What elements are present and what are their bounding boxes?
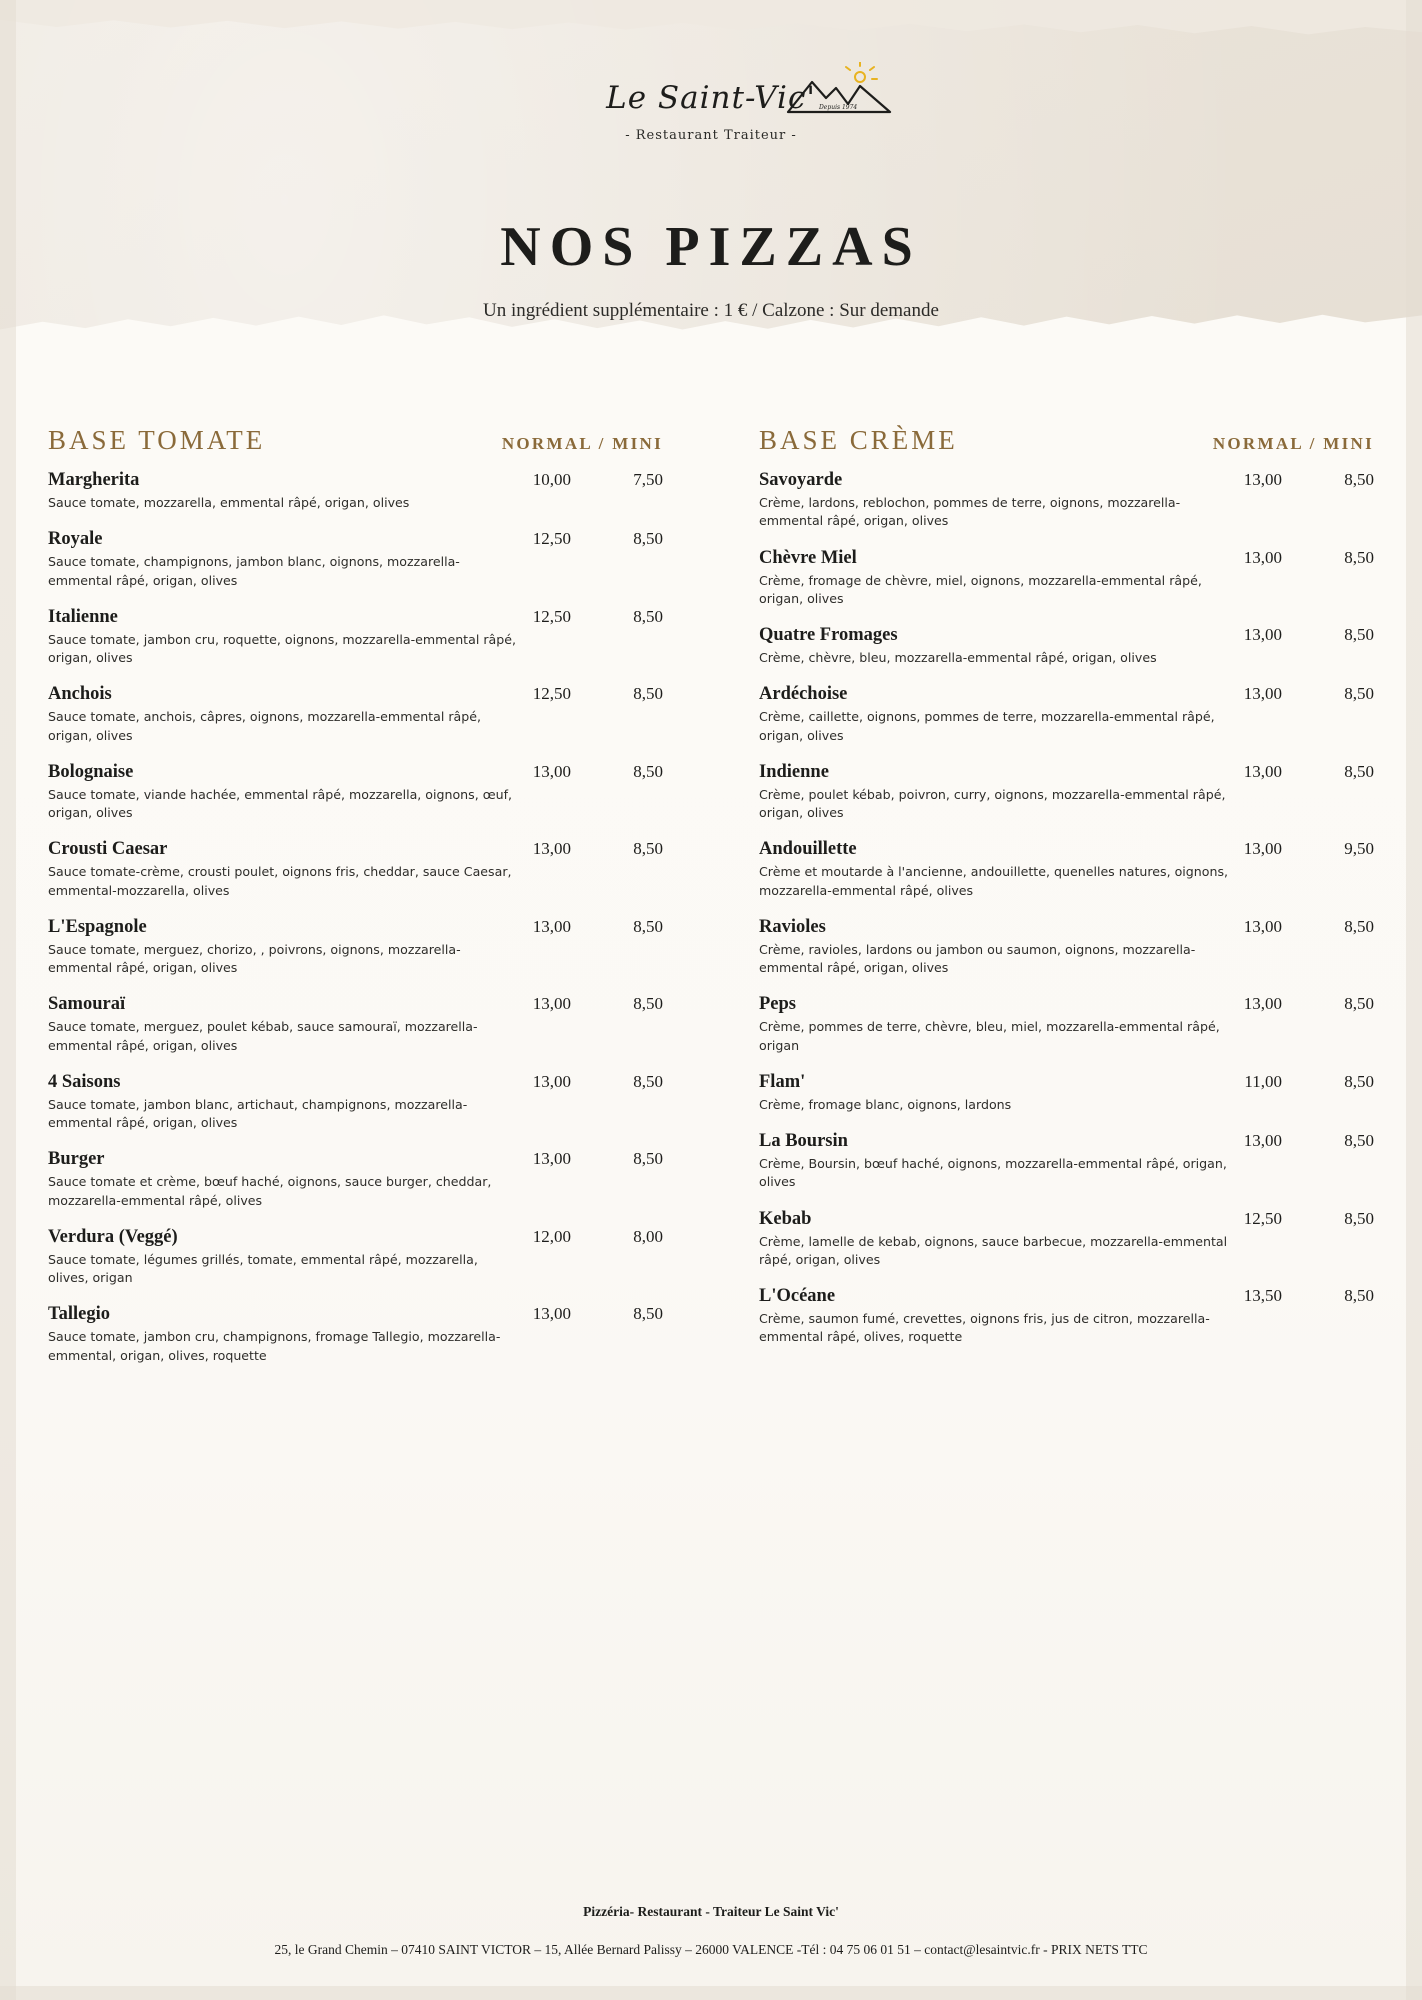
logo-wordmark: Le Saint-Vic' bbox=[606, 80, 816, 116]
item-description: Crème et moutarde à l'ancienne, andouillette, quenelles natures, oignons, mozzarella-emmental râpé, olives bbox=[759, 864, 1229, 898]
item-price-normal: 12,50 bbox=[532, 684, 571, 704]
item-description: Sauce tomate, jambon cru, champignons, fromage Tallegio, mozzarella-emmental, origan, olives, roquette bbox=[48, 1329, 501, 1363]
menu-item bbox=[48, 1227, 663, 1288]
item-description: Crème, lamelle de kebab, oignons, sauce barbecue, mozzarella-emmental râpé, origan, olives bbox=[759, 1233, 1228, 1267]
item-description: Sauce tomate, viande hachée, emmental râpé, mozzarella, oignons, œuf, origan, olives bbox=[48, 786, 513, 820]
menu-item bbox=[48, 470, 663, 512]
item-description: Sauce tomate, jambon blanc, artichaut, champignons, mozzarella-emmental râpé, origan, olives bbox=[48, 1096, 468, 1130]
item-price-mini: 8,50 bbox=[1344, 994, 1374, 1014]
item-price-normal: 13,00 bbox=[1243, 761, 1282, 781]
item-price-mini: 7,50 bbox=[633, 470, 663, 489]
item-price-mini: 8,50 bbox=[1344, 625, 1374, 644]
price-column-header: NORMAL / MINI bbox=[1212, 434, 1374, 453]
item-name: Peps bbox=[759, 994, 796, 1015]
item-description: Crème, Boursin, bœuf haché, oignons, mozzarella-emmental râpé, origan, olives bbox=[759, 1156, 1227, 1190]
item-description: Sauce tomate-crème, crousti poulet, oignons fris, cheddar, sauce Caesar, emmental-mozzarella, olives bbox=[48, 864, 512, 898]
item-description: Sauce tomate, mozzarella, emmental râpé, origan, olives bbox=[48, 495, 410, 510]
menu-item bbox=[759, 1286, 1374, 1347]
item-price-normal: 13,00 bbox=[1243, 547, 1282, 567]
item-price-normal: 13,00 bbox=[532, 1149, 571, 1169]
item-price-normal: 12,00 bbox=[532, 1226, 571, 1246]
menu-item bbox=[759, 684, 1374, 745]
item-price-mini: 8,50 bbox=[1344, 1208, 1374, 1228]
item-price-normal: 13,00 bbox=[532, 761, 571, 781]
item-price-normal: 13,00 bbox=[532, 994, 571, 1014]
item-name: L'Océane bbox=[759, 1286, 836, 1306]
item-description: Sauce tomate, légumes grillés, tomate, emmental râpé, mozzarella, olives, origan bbox=[48, 1251, 478, 1285]
item-price-normal: 12,50 bbox=[532, 606, 571, 626]
item-price-mini: 8,50 bbox=[1344, 470, 1374, 489]
menu-item bbox=[48, 1149, 663, 1210]
menu-item bbox=[759, 1072, 1374, 1114]
item-name: Kebab bbox=[759, 1208, 812, 1229]
menu-footer bbox=[0, 1904, 1422, 1958]
menu-item bbox=[759, 994, 1374, 1055]
item-name: Ardéchoise bbox=[759, 684, 848, 705]
item-name: Crousti Caesar bbox=[48, 839, 168, 860]
item-price-mini: 8,50 bbox=[633, 606, 663, 626]
item-price-mini: 8,50 bbox=[633, 529, 663, 549]
menu-header bbox=[0, 0, 1422, 330]
item-name: 4 Saisons bbox=[48, 1071, 121, 1092]
page-subtitle: Un ingrédient supplémentaire : 1 € / Calzone : Sur demande bbox=[483, 300, 939, 321]
item-price-mini: 8,50 bbox=[633, 994, 663, 1014]
item-name: Anchois bbox=[48, 684, 112, 705]
item-name: Andouillette bbox=[759, 839, 857, 860]
item-price-normal: 13,00 bbox=[1243, 994, 1282, 1014]
menu-item bbox=[759, 548, 1374, 609]
menu-item bbox=[48, 762, 663, 823]
item-price-mini: 8,50 bbox=[633, 761, 663, 781]
item-name: Italienne bbox=[48, 606, 118, 627]
item-price-mini: 8,50 bbox=[633, 1304, 663, 1324]
menu-item bbox=[759, 762, 1374, 823]
item-price-mini: 8,50 bbox=[1344, 547, 1374, 567]
page-title: NOS PIZZAS bbox=[500, 216, 922, 278]
item-description: Crème, ravioles, lardons ou jambon ou saumon, oignons, mozzarella-emmental râpé, origan, olives bbox=[759, 941, 1196, 975]
item-price-normal: 11,00 bbox=[1244, 1071, 1282, 1091]
item-price-mini: 8,50 bbox=[633, 1071, 663, 1091]
item-price-mini: 8,50 bbox=[1344, 1131, 1374, 1150]
item-price-mini: 8,50 bbox=[633, 839, 663, 859]
item-description: Crème, chèvre, bleu, mozzarella-emmental râpé, origan, olives bbox=[759, 650, 1157, 665]
menu-item bbox=[759, 625, 1374, 667]
item-name: Flam' bbox=[759, 1071, 806, 1092]
item-description: Crème, fromage de chèvre, miel, oignons, mozzarella-emmental râpé, origan, olives bbox=[759, 572, 1202, 606]
menu-item bbox=[759, 1209, 1374, 1270]
item-price-mini: 9,50 bbox=[1344, 839, 1374, 859]
footer-contact-info: 25, le Grand Chemin – 07410 SAINT VICTOR – 15, Allée Bernard Palissy – 26000 VALENCE -Tél : 04 75 06 01 51 – contact@lesaintvic.fr - PRIX NETS TTC bbox=[274, 1942, 1148, 1957]
menu-item bbox=[48, 684, 663, 745]
paper-edge-bottom bbox=[0, 1986, 1422, 2000]
menu-item bbox=[48, 994, 663, 1055]
item-price-normal: 13,00 bbox=[1243, 839, 1282, 859]
item-price-mini: 8,50 bbox=[1344, 684, 1374, 704]
item-name: Margherita bbox=[48, 470, 140, 490]
item-name: L'Espagnole bbox=[48, 916, 147, 937]
item-name: Savoyarde bbox=[759, 470, 843, 490]
item-description: Crème, saumon fumé, crevettes, oignons fris, jus de citron, mozzarella-emmental râpé, olives, roquette bbox=[759, 1311, 1210, 1345]
item-name: Indienne bbox=[759, 761, 829, 782]
footer-business-name: Pizzéria- Restaurant - Traiteur Le Saint Vic' bbox=[583, 1904, 839, 1919]
item-price-mini: 8,50 bbox=[1344, 761, 1374, 781]
item-price-normal: 13,00 bbox=[1243, 1131, 1282, 1150]
menu-item bbox=[48, 917, 663, 978]
item-name: Ravioles bbox=[759, 916, 826, 937]
section-header bbox=[48, 425, 663, 456]
item-description: Crème, poulet kébab, poivron, curry, oignons, mozzarella-emmental râpé, origan, olives bbox=[759, 786, 1226, 820]
menu-section-base-tomate bbox=[48, 425, 711, 1382]
item-price-normal: 13,00 bbox=[532, 1071, 571, 1091]
item-description: Sauce tomate, merguez, chorizo, , poivrons, oignons, mozzarella-emmental râpé, origan, olives bbox=[48, 941, 461, 975]
logo-tagline: - Restaurant Traiteur - bbox=[625, 128, 797, 143]
section-header bbox=[759, 425, 1374, 456]
logo bbox=[0, 80, 1422, 143]
menu-item bbox=[759, 470, 1374, 531]
price-column-header: NORMAL / MINI bbox=[501, 434, 663, 453]
section-title: BASE TOMATE bbox=[48, 425, 266, 455]
svg-text:Depuis 1974: Depuis 1974 bbox=[818, 104, 858, 111]
item-description: Crème, fromage blanc, oignons, lardons bbox=[759, 1096, 1012, 1112]
menu-item bbox=[759, 1131, 1374, 1192]
item-price-normal: 13,00 bbox=[532, 916, 571, 936]
item-name: Chèvre Miel bbox=[759, 547, 857, 568]
item-price-normal: 13,00 bbox=[1243, 684, 1282, 704]
section-title: BASE CRÈME bbox=[759, 425, 958, 455]
item-price-mini: 8,50 bbox=[1344, 1071, 1374, 1091]
menu-item bbox=[48, 607, 663, 668]
item-description: Sauce tomate, anchois, câpres, oignons, mozzarella-emmental râpé, origan, olives bbox=[48, 709, 481, 743]
item-price-normal: 12,50 bbox=[1243, 1208, 1282, 1228]
item-price-normal: 13,00 bbox=[532, 1304, 571, 1324]
menu-item bbox=[48, 529, 663, 590]
menu-item bbox=[759, 917, 1374, 978]
item-price-normal: 13,00 bbox=[1243, 916, 1282, 936]
item-description: Crème, lardons, reblochon, pommes de terre, oignons, mozzarella-emmental râpé, origan, olives bbox=[759, 495, 1181, 529]
item-price-normal: 13,00 bbox=[1243, 625, 1282, 644]
item-description: Sauce tomate et crème, bœuf haché, oignons, sauce burger, cheddar, mozzarella-emmental râpé, olives bbox=[48, 1174, 492, 1208]
item-description: Sauce tomate, champignons, jambon blanc, oignons, mozzarella-emmental râpé, origan, olives bbox=[48, 554, 460, 588]
item-price-normal: 13,00 bbox=[532, 839, 571, 859]
item-price-normal: 12,50 bbox=[532, 529, 571, 549]
menu-item bbox=[48, 839, 663, 900]
item-name: Quatre Fromages bbox=[759, 625, 898, 645]
item-name: Burger bbox=[48, 1149, 105, 1170]
item-name: La Boursin bbox=[759, 1131, 848, 1151]
item-name: Royale bbox=[48, 529, 103, 550]
item-name: Verdura (Veggé) bbox=[48, 1226, 178, 1247]
item-description: Sauce tomate, merguez, poulet kébab, sauce samouraï, mozzarella-emmental râpé, origan, olives bbox=[48, 1019, 478, 1053]
item-price-mini: 8,50 bbox=[1344, 1286, 1374, 1305]
item-price-mini: 8,50 bbox=[633, 916, 663, 936]
item-price-mini: 8,50 bbox=[633, 1149, 663, 1169]
item-price-normal: 10,00 bbox=[532, 470, 571, 489]
item-description: Crème, pommes de terre, chèvre, bleu, miel, mozzarella-emmental râpé, origan bbox=[759, 1019, 1220, 1053]
item-price-normal: 13,50 bbox=[1243, 1286, 1282, 1305]
item-price-normal: 13,00 bbox=[1243, 470, 1282, 489]
item-price-mini: 8,50 bbox=[633, 684, 663, 704]
menu-section-base-creme bbox=[711, 425, 1374, 1382]
item-description: Crème, caillette, oignons, pommes de terre, mozzarella-emmental râpé, origan, olives bbox=[759, 709, 1215, 743]
menu-item bbox=[759, 839, 1374, 900]
menu-columns bbox=[0, 425, 1422, 1382]
menu-item bbox=[48, 1304, 663, 1365]
item-price-mini: 8,00 bbox=[633, 1226, 663, 1246]
item-description: Sauce tomate, jambon cru, roquette, oignons, mozzarella-emmental râpé, origan, olives bbox=[48, 631, 516, 665]
item-name: Tallegio bbox=[48, 1304, 111, 1325]
item-name: Samouraï bbox=[48, 994, 126, 1015]
item-name: Bolognaise bbox=[48, 761, 134, 782]
item-price-mini: 8,50 bbox=[1344, 916, 1374, 936]
menu-item bbox=[48, 1072, 663, 1133]
